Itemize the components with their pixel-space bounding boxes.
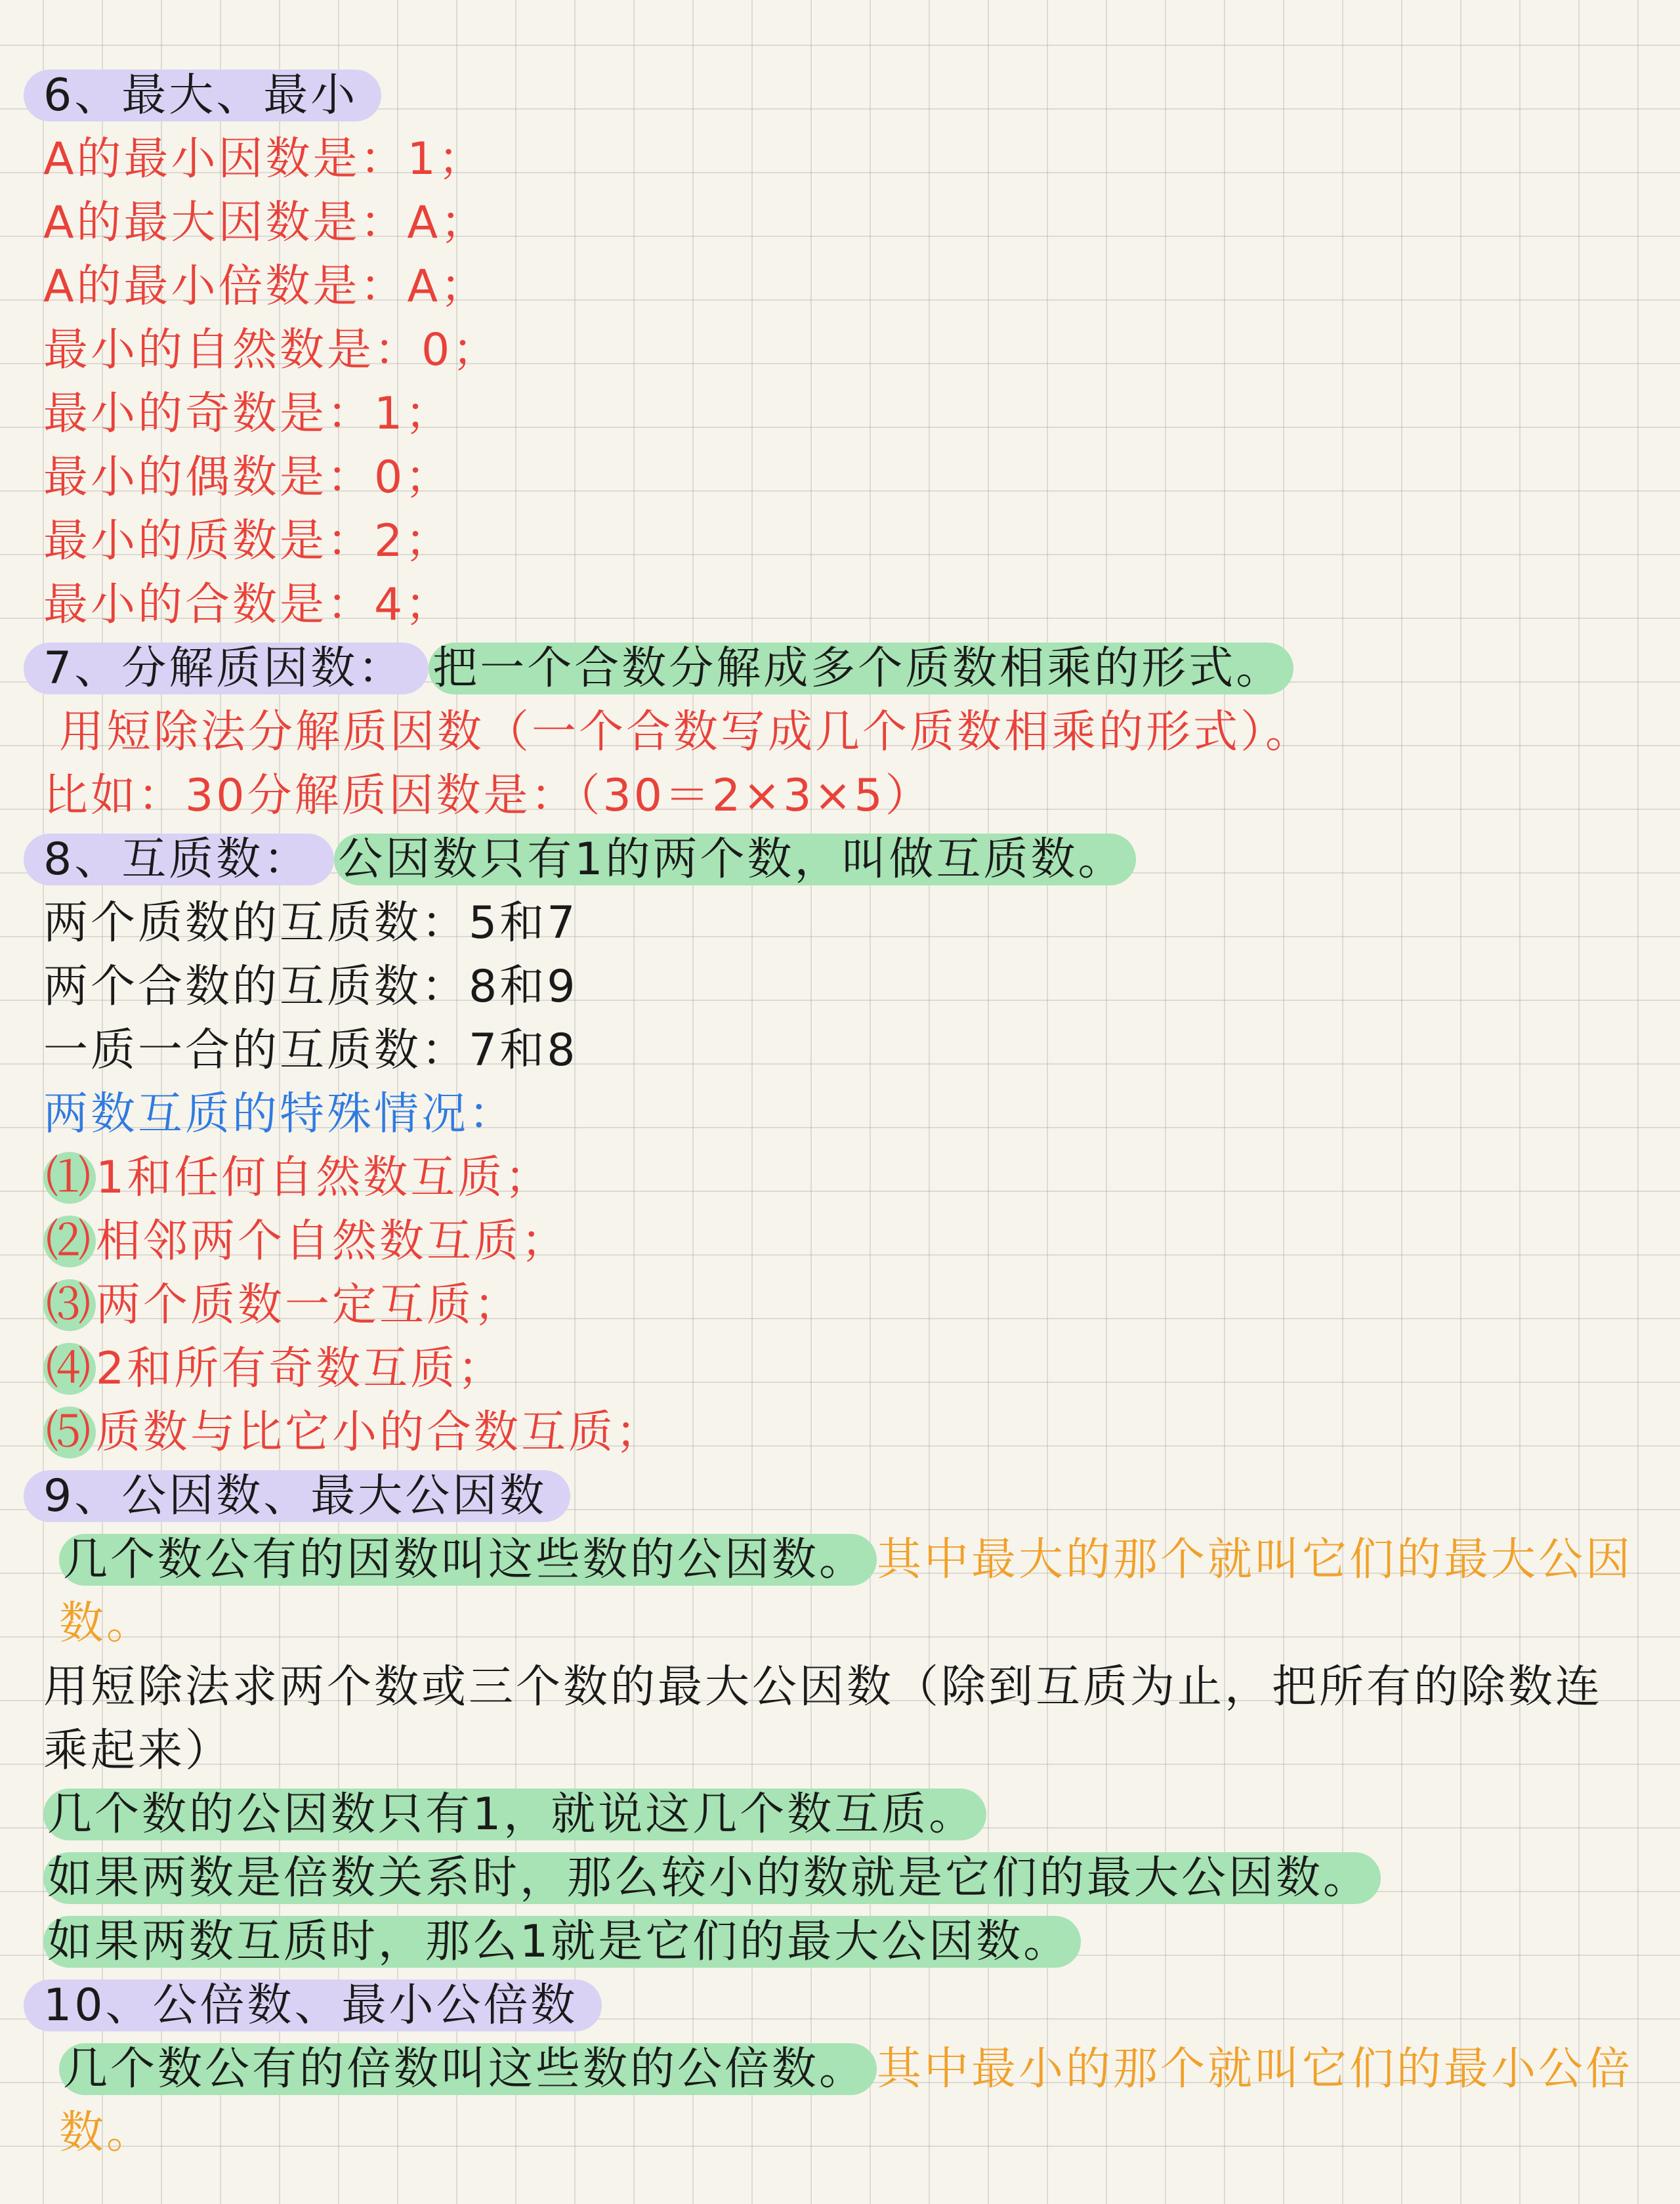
sec8-example: 两个质数的互质数：5和7	[43, 897, 578, 949]
sec6-line: 最小的偶数是：0；	[43, 452, 453, 503]
sec8-example: 两个合数的互质数：8和9	[43, 961, 578, 1013]
sec6-line: 最小的奇数是：1；	[43, 388, 453, 440]
sec6-line: A的最小因数是：1；	[43, 133, 486, 185]
special-case: ⑶两个质数一定互质；	[43, 1273, 1641, 1337]
sec6-line: A的最大因数是：A；	[43, 197, 488, 249]
sec9-rule: 几个数的公因数只有1，就说这几个数互质。	[43, 1783, 1641, 1846]
special-case-number: ⑷	[43, 1343, 96, 1395]
sec10-definition: 几个数公有的倍数叫这些数的公倍数。 其中最小的那个就叫它们的最小公倍数。	[59, 2043, 1633, 2159]
section-8-heading: 8、互质数： 公因数只有1的两个数，叫做互质数。	[43, 828, 1641, 891]
special-case-number: ⑵	[43, 1216, 96, 1267]
sec9-definition: 几个数公有的因数叫这些数的公因数。 其中最大的那个就叫它们的最大公因数。	[59, 1534, 1633, 1649]
sec7-method: 用短除法分解质因数（一个合数写成几个质数相乘的形式）。	[59, 706, 1313, 758]
section-9-heading: 9、公因数、最大公因数	[43, 1464, 1641, 1528]
sec9-rule: 如果两数互质时，那么1就是它们的最大公因数。	[43, 1910, 1641, 1974]
section-7-heading: 7、分解质因数： 把一个合数分解成多个质数相乘的形式。	[43, 637, 1641, 700]
sec9-method: 用短除法求两个数或三个数的最大公因数（除到互质为止，把所有的除数连乘起来）	[43, 1661, 1603, 1777]
special-case: ⑸质数与比它小的合数互质；	[43, 1401, 1641, 1464]
sec6-line: 最小的自然数是：0；	[43, 324, 500, 376]
special-case: ⑷2和所有奇数互质；	[43, 1337, 1641, 1401]
section-10-heading: 10、公倍数、最小公倍数	[43, 1974, 1641, 2037]
sec7-example: 比如：30分解质因数是：（30＝2×3×5）	[43, 770, 933, 822]
special-case: ⑵相邻两个自然数互质；	[43, 1210, 1641, 1273]
special-case: ⑴1和任何自然数互质；	[43, 1146, 1641, 1210]
sec6-line: 最小的质数是：2；	[43, 515, 453, 567]
special-case-number: ⑶	[43, 1279, 96, 1331]
sec7-definition: 把一个合数分解成多个质数相乘的形式。	[429, 643, 1293, 694]
sec8-example: 一质一合的互质数：7和8	[43, 1025, 578, 1076]
special-case-number: ⑸	[43, 1407, 96, 1458]
sec9-rule: 如果两数是倍数关系时，那么较小的数就是它们的最大公因数。	[43, 1846, 1641, 1910]
sec8-definition: 公因数只有1的两个数，叫做互质数。	[334, 834, 1135, 885]
sec6-line: 最小的合数是：4；	[43, 579, 453, 631]
section-6-heading: 6、最大、最小	[43, 64, 1641, 127]
special-case-number: ⑴	[43, 1152, 96, 1204]
sec8-special-title: 两数互质的特殊情况：	[43, 1088, 516, 1140]
sec6-line: A的最小倍数是：A；	[43, 261, 488, 312]
